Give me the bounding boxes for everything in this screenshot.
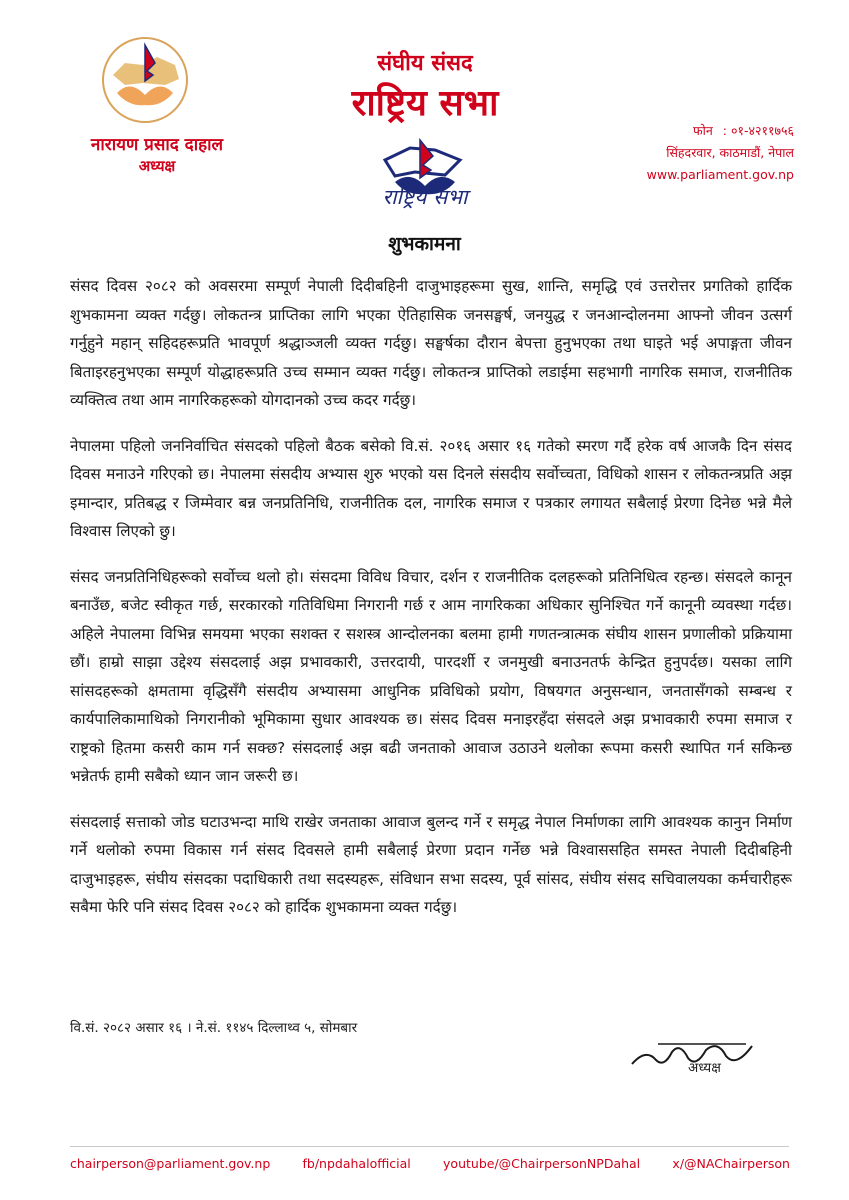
footer-facebook-link[interactable]: fb/npdahalofficial: [302, 1156, 411, 1171]
signature-role: अध्यक्ष: [688, 1060, 721, 1076]
paragraph-2: नेपालमा पहिलो जननिर्वाचित संसदको पहिलो बैठक बसेको वि.सं. २०१६ असार १६ गतेको स्मरण गर्दै हरेक वर्ष आजकै दिन संसद दिवस मनाउने गरिएको छ। नेपालमा संसदीय अभ्यास शुरु भएको यस दिनले संसदीय सर्वोच्चता, विधिको शासन र लोकतन्त्रप्रति अझ इमान्दार, प्रतिबद्ध र जिम्मेवार बन्न जनप्रतिनिधि, राजनीतिक दल, नागरिक समाज र पत्रकार लगायत सबैलाई प्रेरणा दिनेछ भन्ने मैले विश्वास लिएको छु।: [70, 436, 792, 540]
federal-parliament-heading: संघीय संसद: [377, 51, 473, 76]
footer-x-link[interactable]: x/@NAChairperson: [672, 1156, 790, 1171]
federal-parliament-logo-icon: [95, 35, 195, 125]
footer-youtube-link[interactable]: youtube/@ChairpersonNPDahal: [443, 1156, 641, 1171]
footer-divider: [70, 1146, 789, 1147]
contact-block: [647, 120, 794, 186]
phone-label: फोन: [692, 123, 713, 138]
footer-email-link[interactable]: chairperson@parliament.gov.np: [70, 1156, 271, 1171]
national-assembly-heading: राष्ट्रिय सभा: [351, 83, 499, 124]
page-title: शुभकामना: [388, 233, 461, 255]
chairperson-name: नारायण प्रसाद दाहाल: [90, 135, 224, 155]
date-line: वि.सं. २०८२ असार १६ । ने.सं. ११४५ दिल्लाथ्व ५, सोमबार: [70, 1020, 358, 1036]
address: सिंहदरवार, काठमाडौं, नेपाल: [666, 145, 794, 160]
footer: [70, 1156, 790, 1171]
website-link[interactable]: www.parliament.gov.np: [646, 167, 794, 182]
emblem-script: राष्ट्रिय सभा: [382, 185, 468, 209]
paragraph-3: संसद जनप्रतिनिधिहरूको सर्वोच्च थलो हो। संसदमा विविध विचार, दर्शन र राजनीतिक दलहरूको प्रतिनिधित्व रहन्छ। संसदले कानून बनाउँछ, बजेट स्वीकृत गर्छ, सरकारको गतिविधिमा निगरानी गर्छ र आम नागरिकका अधिकार सुनिश्चित गर्ने कानूनी व्यवस्था गर्दछ। अहिले नेपालमा विभिन्न समयमा भएका सशक्त र सशस्त्र आन्दोलनका बलमा हामी गणतन्त्रात्मक संघीय शासन प्रणालीको प्रक्रियामा छौं। हाम्रो साझा उद्देश्य संसदलाई अझ प्रभावकारी, उत्तरदायी, पारदर्शी र जनमुखी बनाउनतर्फ केन्द्रित हुनुपर्दछ। यसका लागि सांसदहरूको क्षमतामा वृद्धिसँगै संसदीय अभ्यासमा आधुनिक प्रविधिको प्रयोग, विषयगत अनुसन्धान, जनतासँगको सम्बन्ध र कार्यपालिकामाथिको निगरानीको भूमिकामा सुधार आवश्यक छ। संसद दिवस मनाइरहँदा संसदले अझ प्रभावकारी रुपमा समाज र राष्ट्रको हितमा कसरी काम गर्न सक्छ? संसदलाई अझ बढी जनताको आवाज उठाउने थलोका रूपमा कसरी स्थापित गर्न सकिन्छ भन्नेतर्फ हामी सबैको ध्यान जान जरूरी छ।: [70, 567, 792, 785]
chairperson-role: अध्यक्ष: [138, 157, 176, 175]
paragraph-4: संसदलाई सत्ताको जोड घटाउभन्दा माथि राखेर जनताका आवाज बुलन्द गर्ने र समृद्ध नेपाल निर्माणका लागि आवश्यक कानुन निर्माण गर्ने थलोको रुपमा विकास गर्न संसद दिवसले हामी सबैलाई प्रेरणा प्रदान गर्नेछ भन्ने विश्वाससहित समस्त नेपाली दिदीबहिनी दाजुभाइहरू, संघीय संसदका पदाधिकारी तथा सदस्यहरू, संविधान सभा सदस्य, पूर्व सांसद, संघीय संसद सचिवालयका कर्मचारीहरू सबैमा फेरि पनि संसद दिवस २०८२ को हार्दिक शुभकामना व्यक्त गर्दछु।: [70, 812, 792, 916]
phone-value: : ०१-४२११७५६: [722, 123, 794, 138]
paragraph-1: संसद दिवस २०८२ को अवसरमा सम्पूर्ण नेपाली दिदीबहिनी दाजुभाइहरूमा सुख, शान्ति, समृद्धि एवं उत्तरोत्तर प्रगतिको हार्दिक शुभकामना व्यक्त गर्दछु। लोकतन्त्र प्राप्तिका लागि भएका ऐतिहासिक जनसङ्घर्ष, जनयुद्ध र जनआन्दोलनमा आफ्नो जीवन उत्सर्ग गर्नुहुने महान् सहिदहरूप्रति भावपूर्ण श्रद्धाञ्जली व्यक्त गर्दछु। सङ्घर्षका दौरान बेपत्ता हुनुभएका तथा घाइते भई अपाङ्गता जीवन बिताइरहनुभएका सम्पूर्ण योद्धाहरूप्रति उच्च सम्मान व्यक्त गर्दछु। लोकतन्त्र प्राप्तिको लडाईमा सहभागी नागरिक समाज, राजनीतिक व्यक्तित्व तथा आम नागरिकहरूको योगदानको उच्च कदर गर्दछु।: [70, 277, 792, 409]
message-body: [70, 272, 792, 939]
